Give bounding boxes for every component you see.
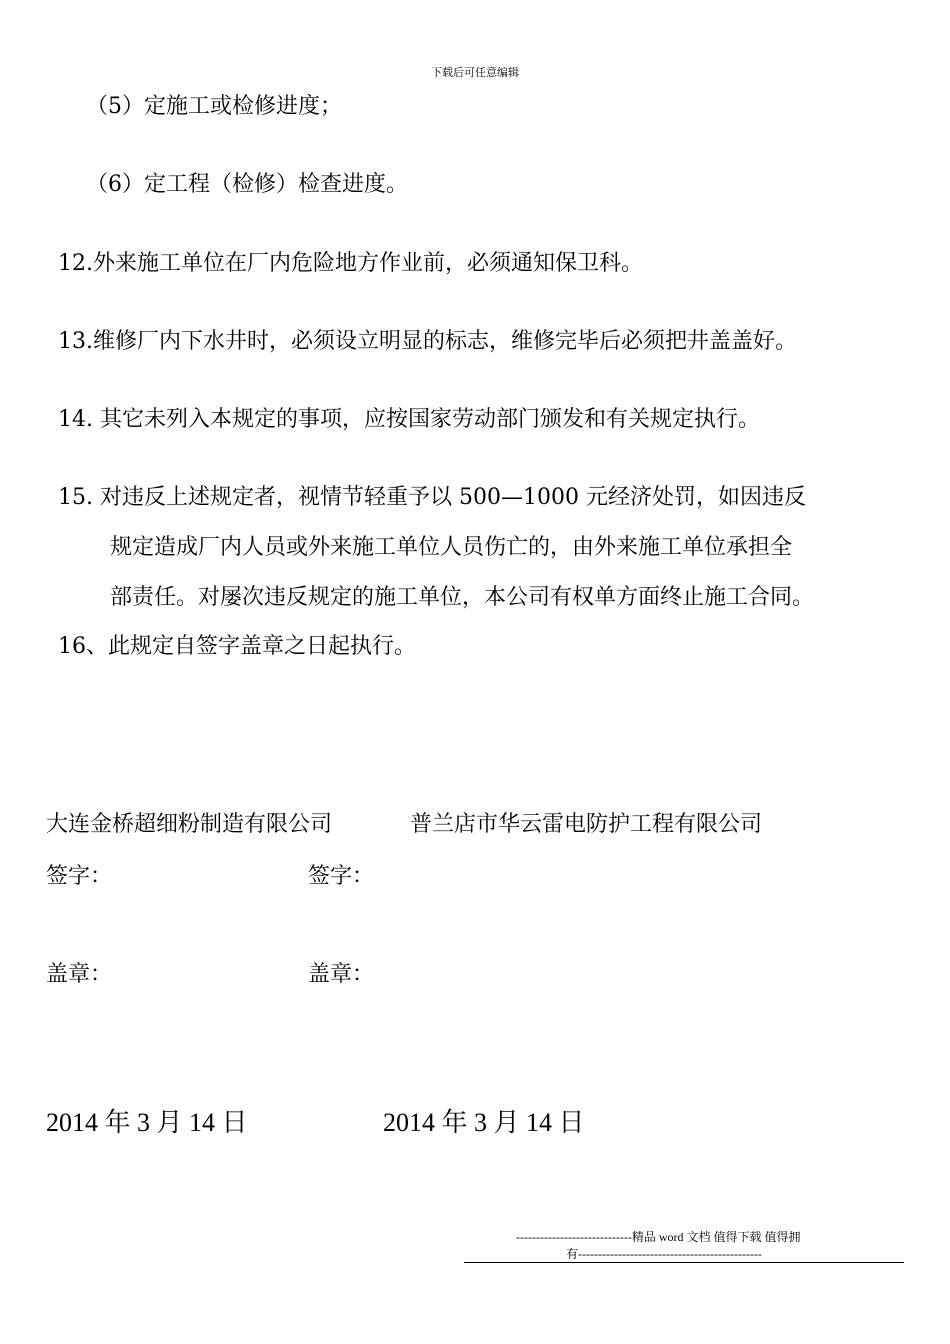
right-sign-label: 签字：: [308, 864, 375, 889]
clause-15-line-1: 15. 对违反上述规定者，视情节轻重予以 500—1000 元经济处罚，如因违反: [58, 485, 806, 510]
left-seal-label: 盖章：: [46, 962, 113, 987]
clause-13: 13.维修厂内下水井时，必须设立明显的标志，维修完毕后必须把井盖盖好。: [58, 329, 797, 354]
clause-12: 12.外来施工单位在厂内危险地方作业前，必须通知保卫科。: [58, 251, 643, 276]
clause-16: 16、此规定自签字盖章之日起执行。: [58, 634, 416, 659]
clause-15-line-2: 规定造成厂内人员或外来施工单位人员伤亡的，由外来施工单位承担全: [110, 535, 793, 560]
right-seal-label: 盖章：: [308, 962, 375, 987]
left-company-name: 大连金桥超细粉制造有限公司: [46, 812, 333, 837]
right-company-name: 普兰店市华云雷电防护工程有限公司: [410, 812, 763, 837]
footer-line-1: -----------------------------精品 word 文档 值得下载 值得拥: [516, 1230, 801, 1244]
clause-6: （6）定工程（检修）检查进度。: [86, 172, 408, 197]
footer-rule: [464, 1262, 904, 1263]
clause-14: 14. 其它未列入本规定的事项，应按国家劳动部门颁发和有关规定执行。: [58, 407, 760, 432]
right-date: 2014 年 3 月 14 日: [383, 1108, 585, 1137]
left-date: 2014 年 3 月 14 日: [46, 1108, 248, 1137]
clause-5: （5）定施工或检修进度；: [86, 94, 342, 119]
left-sign-label: 签字：: [46, 864, 113, 889]
footer-line-2: 有----------------------------------------------: [566, 1247, 762, 1261]
clause-15-line-3: 部责任。对屡次违反规定的施工单位，本公司有权单方面终止施工合同。: [110, 585, 815, 610]
page-header: 下载后可任意编辑: [431, 66, 519, 79]
